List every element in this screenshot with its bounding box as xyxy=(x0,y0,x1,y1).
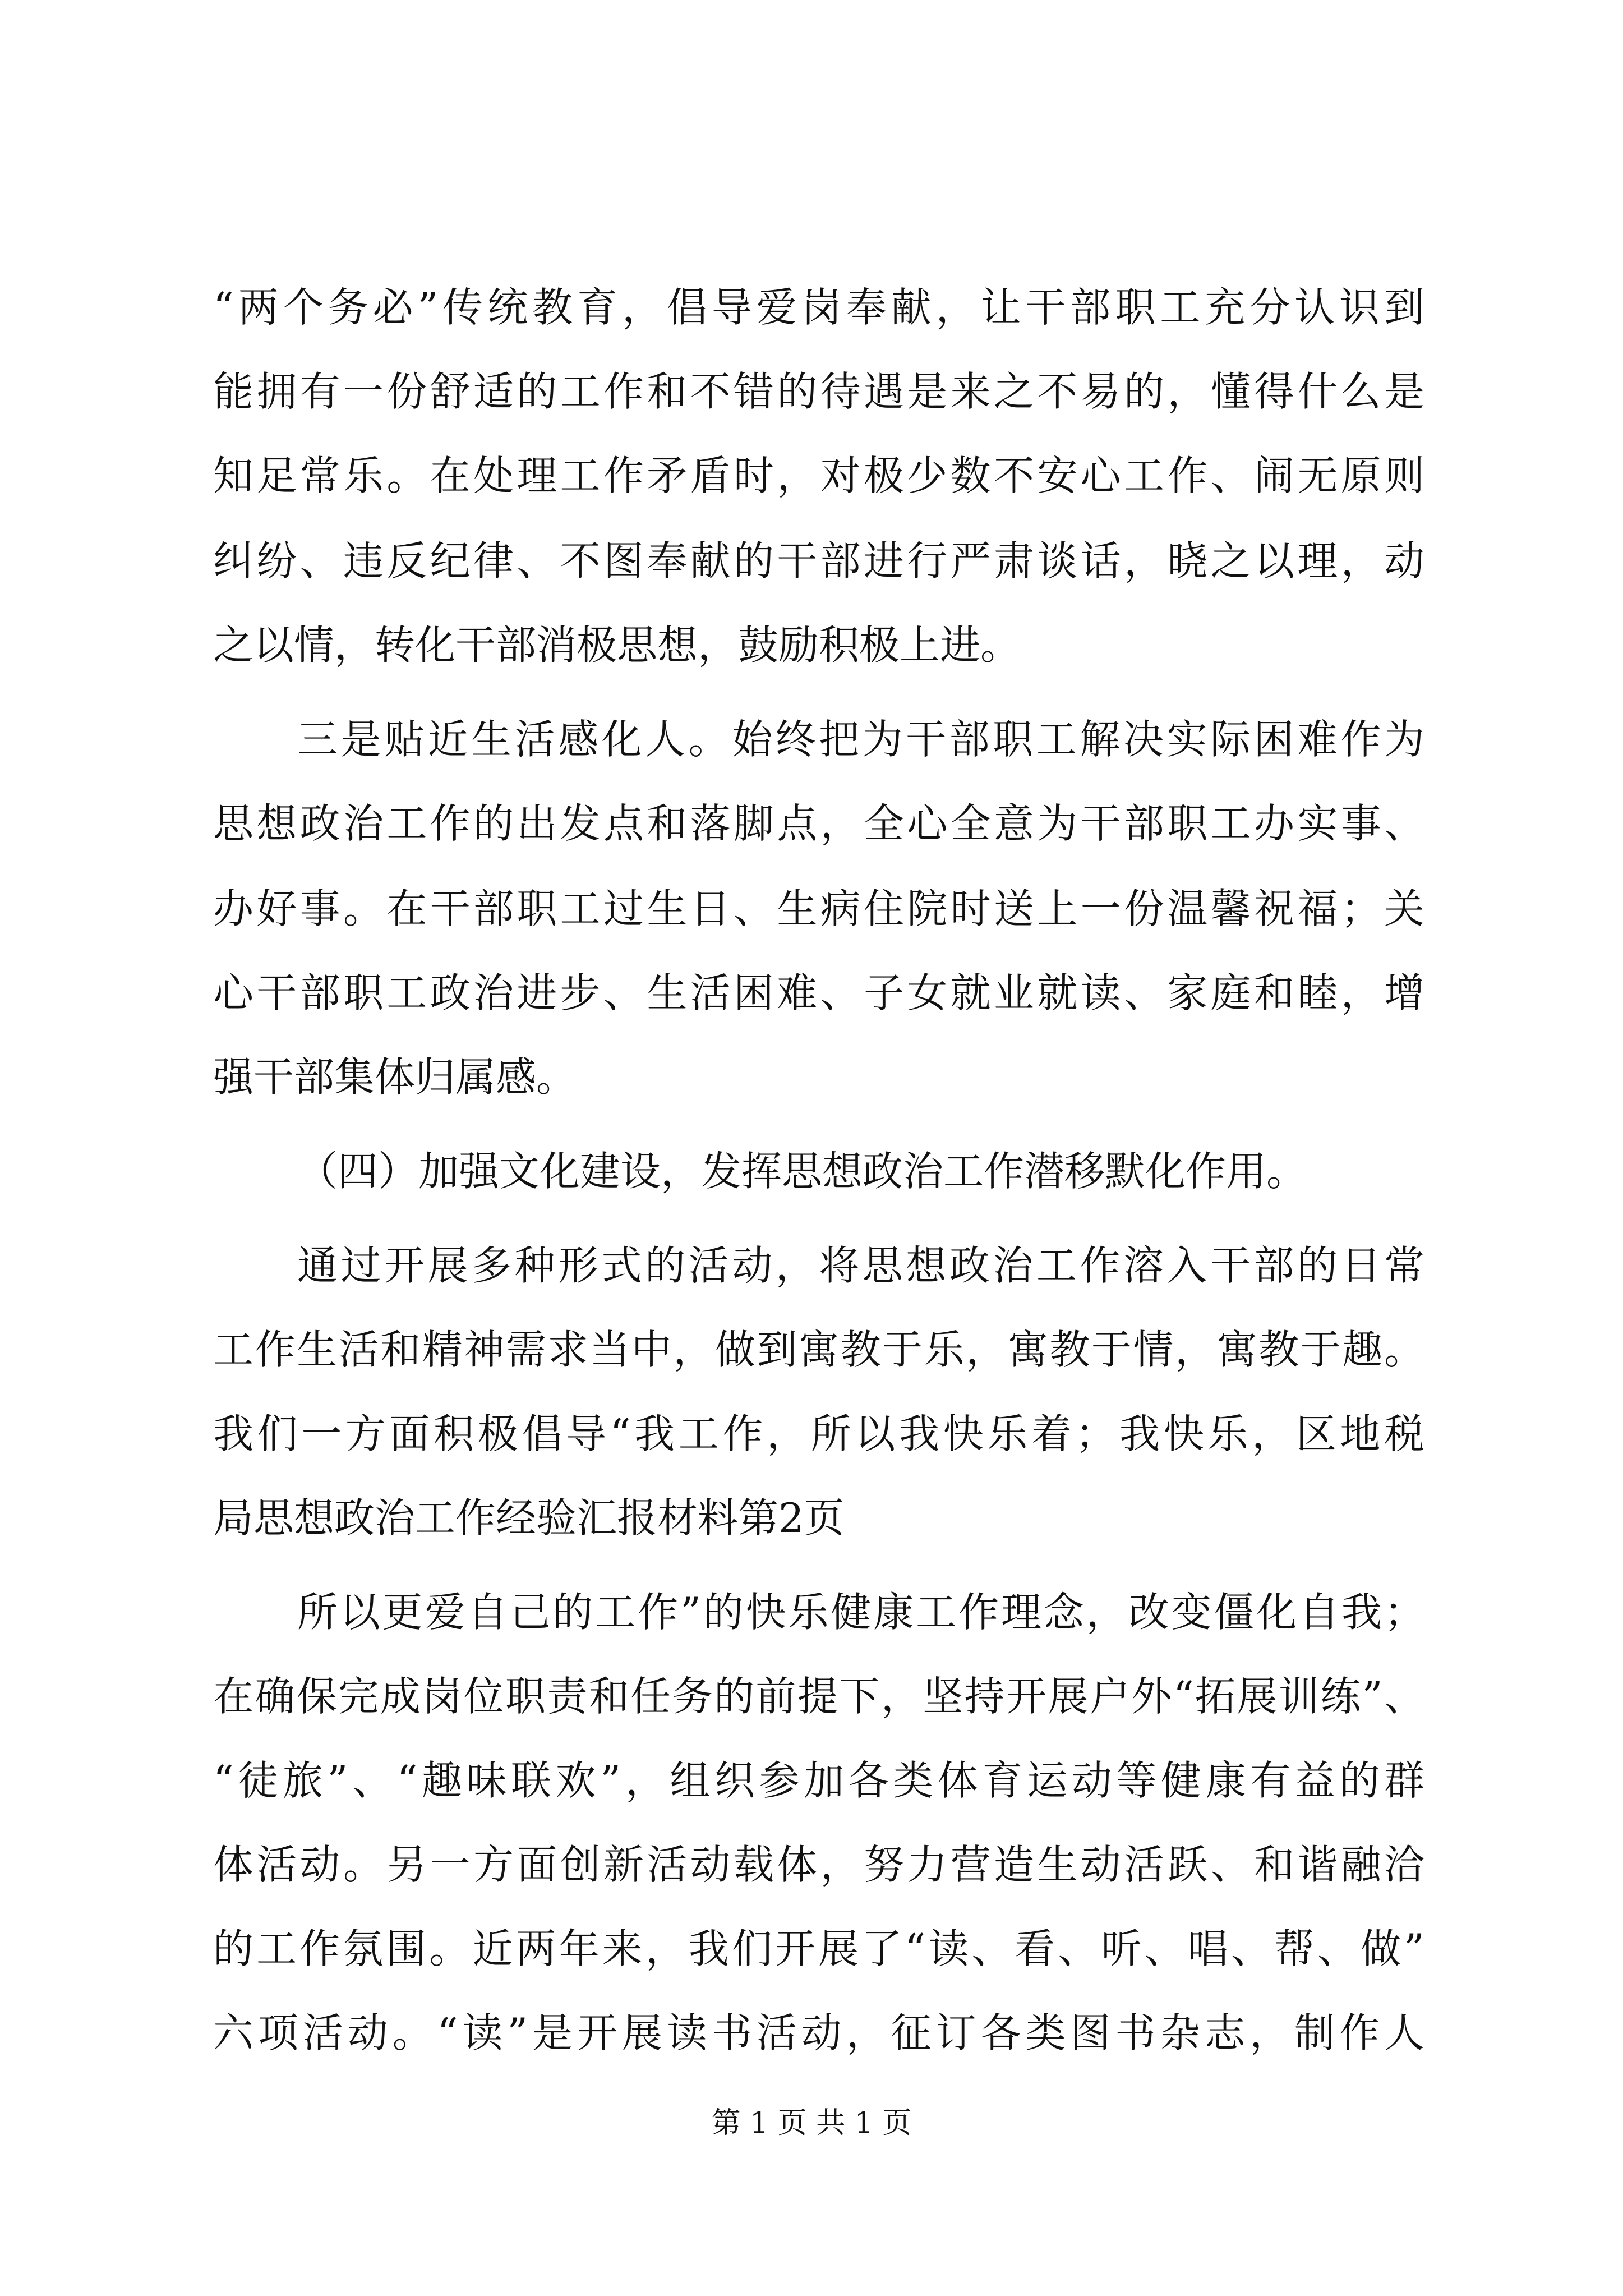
text-line-10: 强干部集体归属感。 xyxy=(213,1053,577,1101)
text-line-20: 的工作氛围。近两年来，我们开展了“读、看、听、唱、帮、做” xyxy=(213,1925,1424,1972)
text-line-15: 局思想政治工作经验汇报材料第2页 xyxy=(213,1494,845,1542)
page-footer: 第 1 页 共 1 页 xyxy=(711,2106,912,2140)
text-line-21: 六项活动。“读”是开展读书活动，征订各类图书杂志，制作人 xyxy=(213,2009,1424,2056)
text-line-16: 所以更爱自己的工作”的快乐健康工作理念，改变僵化自我； xyxy=(297,1589,1424,1636)
text-line-19: 体活动。另一方面创新活动载体，努力营造生动活跃、和谐融洽 xyxy=(213,1841,1424,1888)
section-heading: （四）加强文化建设，发挥思想政治工作潜移默化作用。 xyxy=(297,1148,1307,1195)
text-line-9: 心干部职工政治进步、生活困难、子女就业就读、家庭和睦，增 xyxy=(213,969,1424,1016)
text-line-2: 能拥有一份舒适的工作和不错的待遇是来之不易的，懂得什么是 xyxy=(213,368,1424,415)
text-line-6: 三是贴近生活感化人。始终把为干部职工解决实际困难作为 xyxy=(297,716,1424,763)
text-line-14: 我们一方面积极倡导“我工作，所以我快乐着；我快乐，区地税 xyxy=(213,1410,1424,1457)
text-line-12: 通过开展多种形式的活动，将思想政治工作溶入干部的日常 xyxy=(297,1242,1424,1289)
text-line-4: 纠纷、违反纪律、不图奉献的干部进行严肃谈话，晓之以理，动 xyxy=(213,537,1424,585)
text-line-17: 在确保完成岗位职责和任务的前提下，坚持开展户外“拓展训练”、 xyxy=(213,1673,1424,1720)
text-line-5: 之以情，转化干部消极思想，鼓励积极上进。 xyxy=(213,622,1021,669)
text-line-13: 工作生活和精神需求当中，做到寓教于乐，寓教于情，寓教于趣。 xyxy=(213,1326,1424,1373)
text-line-18: “徒旅”、“趣味联欢”，组织参加各类体育运动等健康有益的群 xyxy=(213,1757,1424,1804)
text-line-7: 思想政治工作的出发点和落脚点，全心全意为干部职工办实事、 xyxy=(213,800,1424,847)
text-line-8: 办好事。在干部职工过生日、生病住院时送上一份温馨祝福；关 xyxy=(213,885,1424,932)
text-line-1: “两个务必”传统教育，倡导爱岗奉献，让干部职工充分认识到 xyxy=(213,284,1424,331)
text-line-3: 知足常乐。在处理工作矛盾时，对极少数不安心工作、闹无原则 xyxy=(213,452,1424,499)
